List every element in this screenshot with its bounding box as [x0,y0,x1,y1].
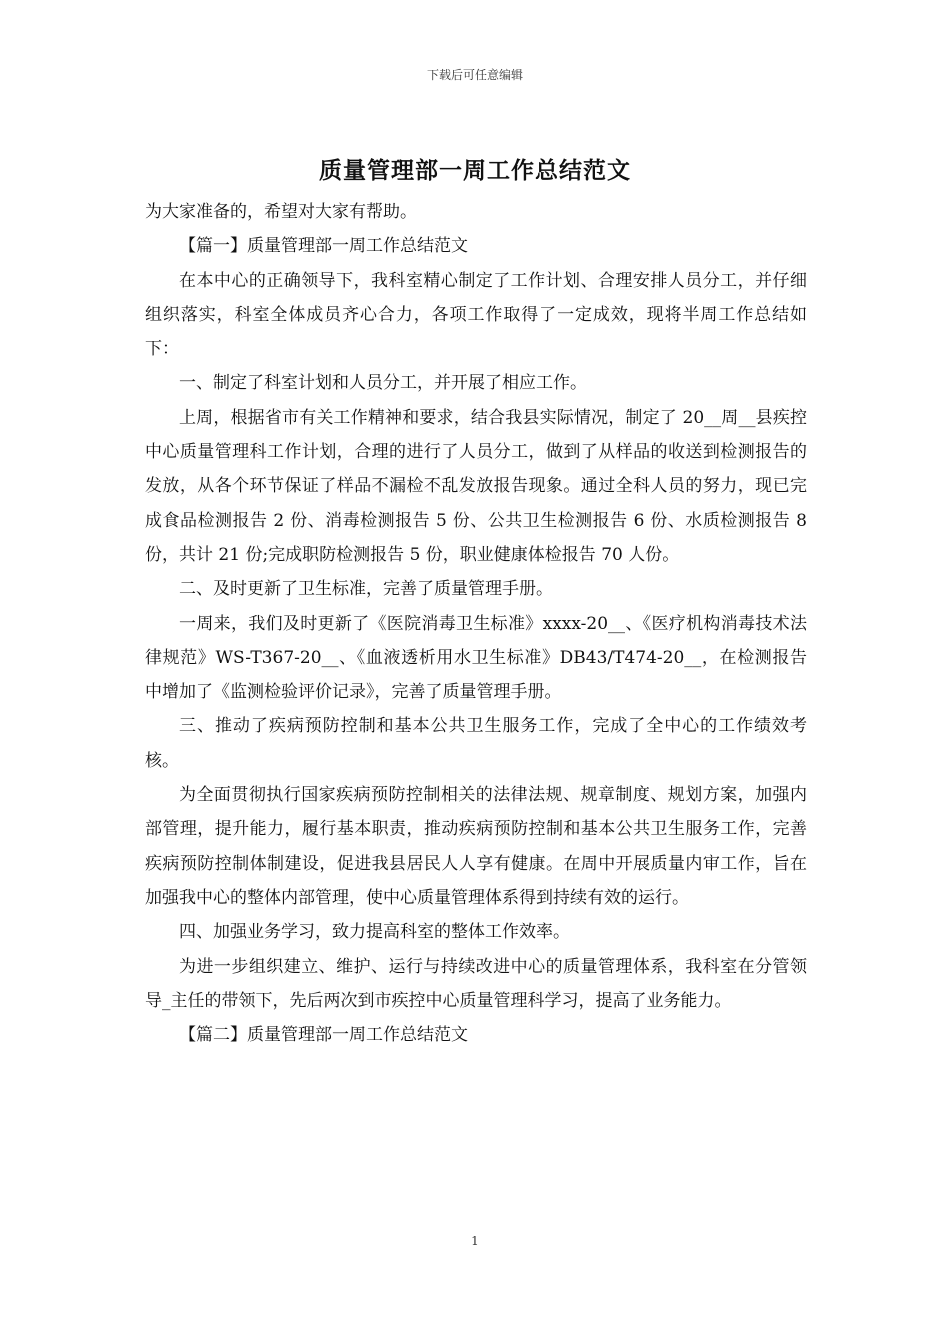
section-heading: 四、加强业务学习，致力提高科室的整体工作效率。 [179,922,570,943]
page-number: 1 [471,1234,479,1248]
body-paragraph: 为进一步组织建立、维护、运行与持续改进中心的质量管理体系，我科室在分管领导_主任的带领下，先后两次到市疾控中心质量管理科学习，提高了业务能力。 [145,956,807,1011]
body-paragraph: 一周来，我们及时更新了《医院消毒卫生标准》xxxx-20__、《医疗机构消毒技术法律规范》WS-T367-20__、《血液透析用水卫生标准》DB43/T474-20__，在检测报告中增加了《监测检验评价记录》，完善了质量管理手册。 [145,613,807,703]
section-heading: 三、推动了疾病预防控制和基本公共卫生服务工作，完成了全中心的工作绩效考核。 [145,716,807,771]
body-paragraph: 为全面贯彻执行国家疾病预防控制相关的法律法规、规章制度、规划方案，加强内部管理，提升能力，履行基本职责，推动疾病预防控制和基本公共卫生服务工作，完善疾病预防控制体制建设，促进我县居民人人享有健康。在周中开展质量内审工作，旨在加强我中心的整体内部管理，使中心质量管理体系得到持续有效的运行。 [145,785,807,908]
page-header: 下载后可任意编辑 [426,68,523,82]
document-body [145,195,807,1052]
section-heading: 二、及时更新了卫生标准，完善了质量管理手册。 [179,579,553,600]
body-paragraph: 上周，根据省市有关工作精神和要求，结合我县实际情况，制定了 20__周__县疾控中心质量管理科工作计划，合理的进行了人员分工，做到了从样品的收送到检测报告的发放，从各个环节保证了样品不漏检不乱发放报告现象。通过全科人员的努力，现已完成食品检测报告 2 份、消毒检测报告 5 份、公共卫生检测报告 6 份、水质检测报告 8 份，共计 21 份;完成职防检测报告 5 份，职业健康体检报告 70 人份。 [145,407,807,565]
document-title: 质量管理部一周工作总结范文 [319,158,631,184]
section-heading-part1: 【篇一】质量管理部一周工作总结范文 [179,236,468,257]
body-paragraph: 在本中心的正确领导下，我科室精心制定了工作计划、合理安排人员分工，并仔细组织落实，科室全体成员齐心合力，各项工作取得了一定成效，现将半周工作总结如下： [145,270,807,360]
intro-paragraph: 为大家准备的，希望对大家有帮助。 [145,202,417,222]
section-heading: 一、制定了科室计划和人员分工，并开展了相应工作。 [179,373,587,394]
section-heading-part2: 【篇二】质量管理部一周工作总结范文 [179,1025,468,1046]
